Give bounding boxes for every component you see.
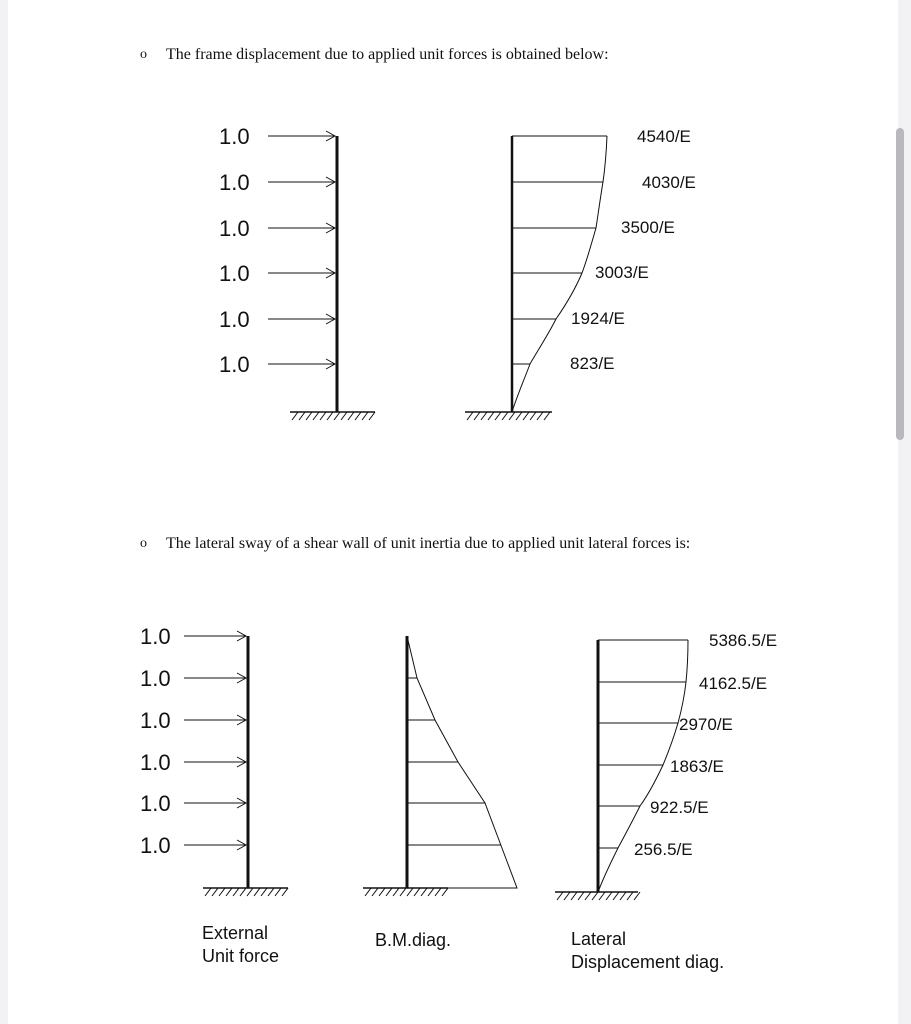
lateral-displacement-diagram (555, 640, 688, 900)
displacement-value: 256.5/E (634, 840, 693, 859)
support-hatching (365, 888, 448, 896)
displacement-value: 1924/E (571, 309, 625, 328)
force-value: 1.0 (140, 666, 171, 691)
frame-force-labels (219, 124, 250, 377)
displacement-value: 3003/E (595, 263, 649, 282)
wall-force-labels (140, 624, 171, 858)
force-value: 1.0 (219, 216, 250, 241)
force-arrow (268, 131, 335, 141)
frame-displacement-labels (570, 127, 696, 373)
force-value: 1.0 (140, 750, 171, 775)
displacement-value: 4030/E (642, 173, 696, 192)
force-value: 1.0 (219, 124, 250, 149)
bullet-marker: o (140, 536, 147, 551)
caption-lateral-line2: Displacement diag. (571, 952, 725, 972)
force-value: 1.0 (219, 261, 250, 286)
force-arrow (184, 757, 246, 767)
displacement-value: 823/E (570, 354, 615, 373)
caption-external-line2: Unit force (202, 946, 280, 966)
displacement-value: 5386.5/E (709, 631, 778, 650)
force-arrow (268, 314, 335, 324)
support-hatching (205, 888, 288, 896)
bullet-text-frame: The frame displacement due to applied unit forces is obtained below: (166, 46, 609, 63)
force-arrow (184, 840, 246, 850)
displacement-value: 1863/E (670, 757, 724, 776)
wall-displacement-labels (634, 631, 777, 859)
diagram-captions (202, 923, 724, 972)
displacement-value: 2970/E (679, 715, 733, 734)
force-arrow (268, 177, 335, 187)
force-value: 1.0 (219, 352, 250, 377)
support-hatching (292, 412, 375, 420)
force-value: 1.0 (219, 307, 250, 332)
support-hatching (557, 892, 640, 900)
support-hatching (467, 412, 550, 420)
caption-external-line1: External (202, 923, 269, 943)
force-arrow (184, 798, 246, 808)
force-value: 1.0 (219, 170, 250, 195)
force-value: 1.0 (140, 833, 171, 858)
external-force-diagram (184, 631, 288, 896)
frame-displacement-diagram (465, 136, 607, 420)
caption-bm-diagram: B.M.diag. (375, 930, 452, 950)
displacement-value: 3500/E (621, 218, 675, 237)
force-arrow (184, 715, 246, 725)
caption-lateral-line1: Lateral (571, 929, 627, 949)
bullet-marker: o (140, 47, 147, 62)
force-value: 1.0 (140, 708, 171, 733)
displacement-value: 4540/E (637, 127, 691, 146)
force-arrow (268, 359, 335, 369)
displacement-value: 922.5/E (650, 798, 709, 817)
force-arrow (184, 631, 246, 641)
displacement-value: 4162.5/E (699, 674, 768, 693)
bullet-text-shear-wall: The lateral sway of a shear wall of unit inertia due to applied unit lateral forces is: (166, 535, 691, 552)
force-arrow (184, 673, 246, 683)
force-value: 1.0 (140, 624, 171, 649)
frame-force-diagram (268, 131, 375, 420)
force-arrow (268, 223, 335, 233)
bending-moment-diagram (363, 636, 517, 896)
force-arrow (268, 268, 335, 278)
force-value: 1.0 (140, 791, 171, 816)
